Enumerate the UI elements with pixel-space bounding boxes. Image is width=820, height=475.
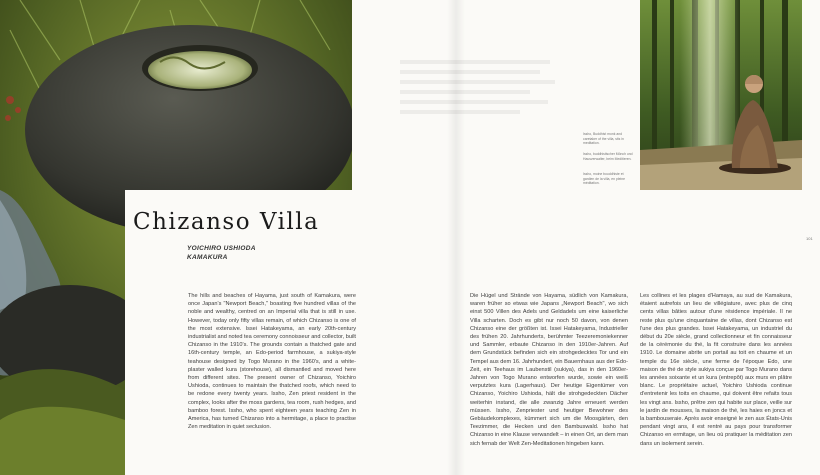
article-title: Chizanso Villa (133, 209, 320, 235)
show-through-text (400, 60, 560, 130)
author-name: YOICHIRO USHIODA (187, 245, 256, 252)
caption-english: Issho, Buddhist monk and caretaker of the villa, sits in meditation. (583, 132, 624, 146)
body-text-english: The hills and beaches of Hayama, just south of Kamakura, were once Japan's "Newport Beach," boasting five hundred villas of the noble and wealthy, centred on an Imperial villa that is still in use. However, today only fifty villas remain, of which Chizanso is one of the most extensive. Issei Hatakeyama, an early 20th-century industrialist and noted tea ceremony connoisseur and collector, built Chizanso in the 1910's. The grounds contain a thatched gate and 16th-century temple, an Edo-period farmhouse, a sukiya-style teahouse designed by Togo Murano in the 1960's, and a white-plaster walled kura (storehouse), all dismantled and moved here from different sites. The present owner of Chizanso, Yoichiro Ushioda, continues to maintain the thatched roofs, which need to be redone every twenty years. Issho, Zen priest resident in the complex, looks after the moss gardens, tea room, rush hedges, and bamboo forest. Issho, who spent eighteen years teaching Zen in America, has turned Chizanso into a hermitage, a place to practise Zen meditation in quiet seclusion. (188, 293, 356, 431)
body-text-german: Die Hügel und Strände von Hayama, südlich von Kamakura, waren früher so etwas wie Japans „Newport Beach", wo sich einst 500 Villen des Adels und Geldadels um eine kaiserliche Villa scharten. Doch es gibt nur noch 50 davon, von denen Chizanso eine der größten ist. Issei Hatakeyama, Industrieller des frühen 20. Jahrhunderts, berühmter Teezeremoniekenner und Sammler, erbaute Chizanso in den 1910er-Jahren. Auf dem Grundstück befinden sich ein strohgedecktes Tor und ein Tempel aus dem 16. Jahrhundert, ein Bauernhaus aus der Edo-Zeit, ein Teehaus im Laubenstil (sukiya), das in den 1960er-Jahren von Togo Murano entworfen wurde, sowie ein weiß verputztes kura (Lagerhaus). Der heutige Eigentümer von Chizanso, Yoichiro Ushioda, hält die strohgedeckten Dächer weiterhin instand, die alle zwanzig Jahre erneuert werden müssen. Issho, Zenpriester und heutiger Bewohner des Gebäudekomplexes, kümmert sich um die Moosgärten, den Teezimmer, die Hecken und den Bambuswald. Issho hat Chizanso in eine Klause verwandelt – in einen Ort, an dem man sich fernab der Welt Zen-Meditationen hingeben kann. (470, 293, 628, 447)
byline (187, 244, 256, 262)
caption-german: Issho, buddhistischer Mönch und Hausverwalter, beim Meditieren. (583, 152, 633, 161)
monk-meditating-photo (640, 0, 802, 190)
location-name: KAMAKURA (187, 254, 228, 261)
body-text-french: Les collines et les plages d'Hamaya, au sud de Kamakura, étaient autrefois un lieu de villégiature, avec plus de cinq cents villas bâties autour d'une résidence impériale. Il ne reste plus qu'une cinquantaine de villas, dont Chizanso est l'une des plus grandes. Issei Hatakeyama, un industriel du début du 20e siècle, grand collectionneur et fin connaisseur de la cérémonie du thé, la fit construire dans les années 1910. Le domaine abrite un portail au toit en chaume et un temple du 16e siècle, une ferme de l'époque Edo, une maison de thé de style sukiya conçue par Togo Murano dans les années soixante et un kura (entrepôt) aux murs en plâtre blanc. Le propriétaire actuel, Yoichiro Ushioda continue d'entretenir les toits en chaume, qui doivent être refaits tous les vingt ans. Issho, prêtre zen qui habite sur place, veille sur le jardin de mousses, la maison de thé, les haies en joncs et la bambouseraie. Après avoir enseigné le zen aux États-Unis pendant vingt ans, il est rentré au pays pour transformer Chizanso en ermitage, un lieu où pratiquer la méditation zen dans un isolement serein. (640, 293, 792, 447)
book-gutter (447, 0, 465, 475)
caption-french: Issho, moine bouddhiste et gardien de la villa, en pleine méditation. (583, 172, 626, 186)
page-number: 101 (806, 236, 813, 241)
